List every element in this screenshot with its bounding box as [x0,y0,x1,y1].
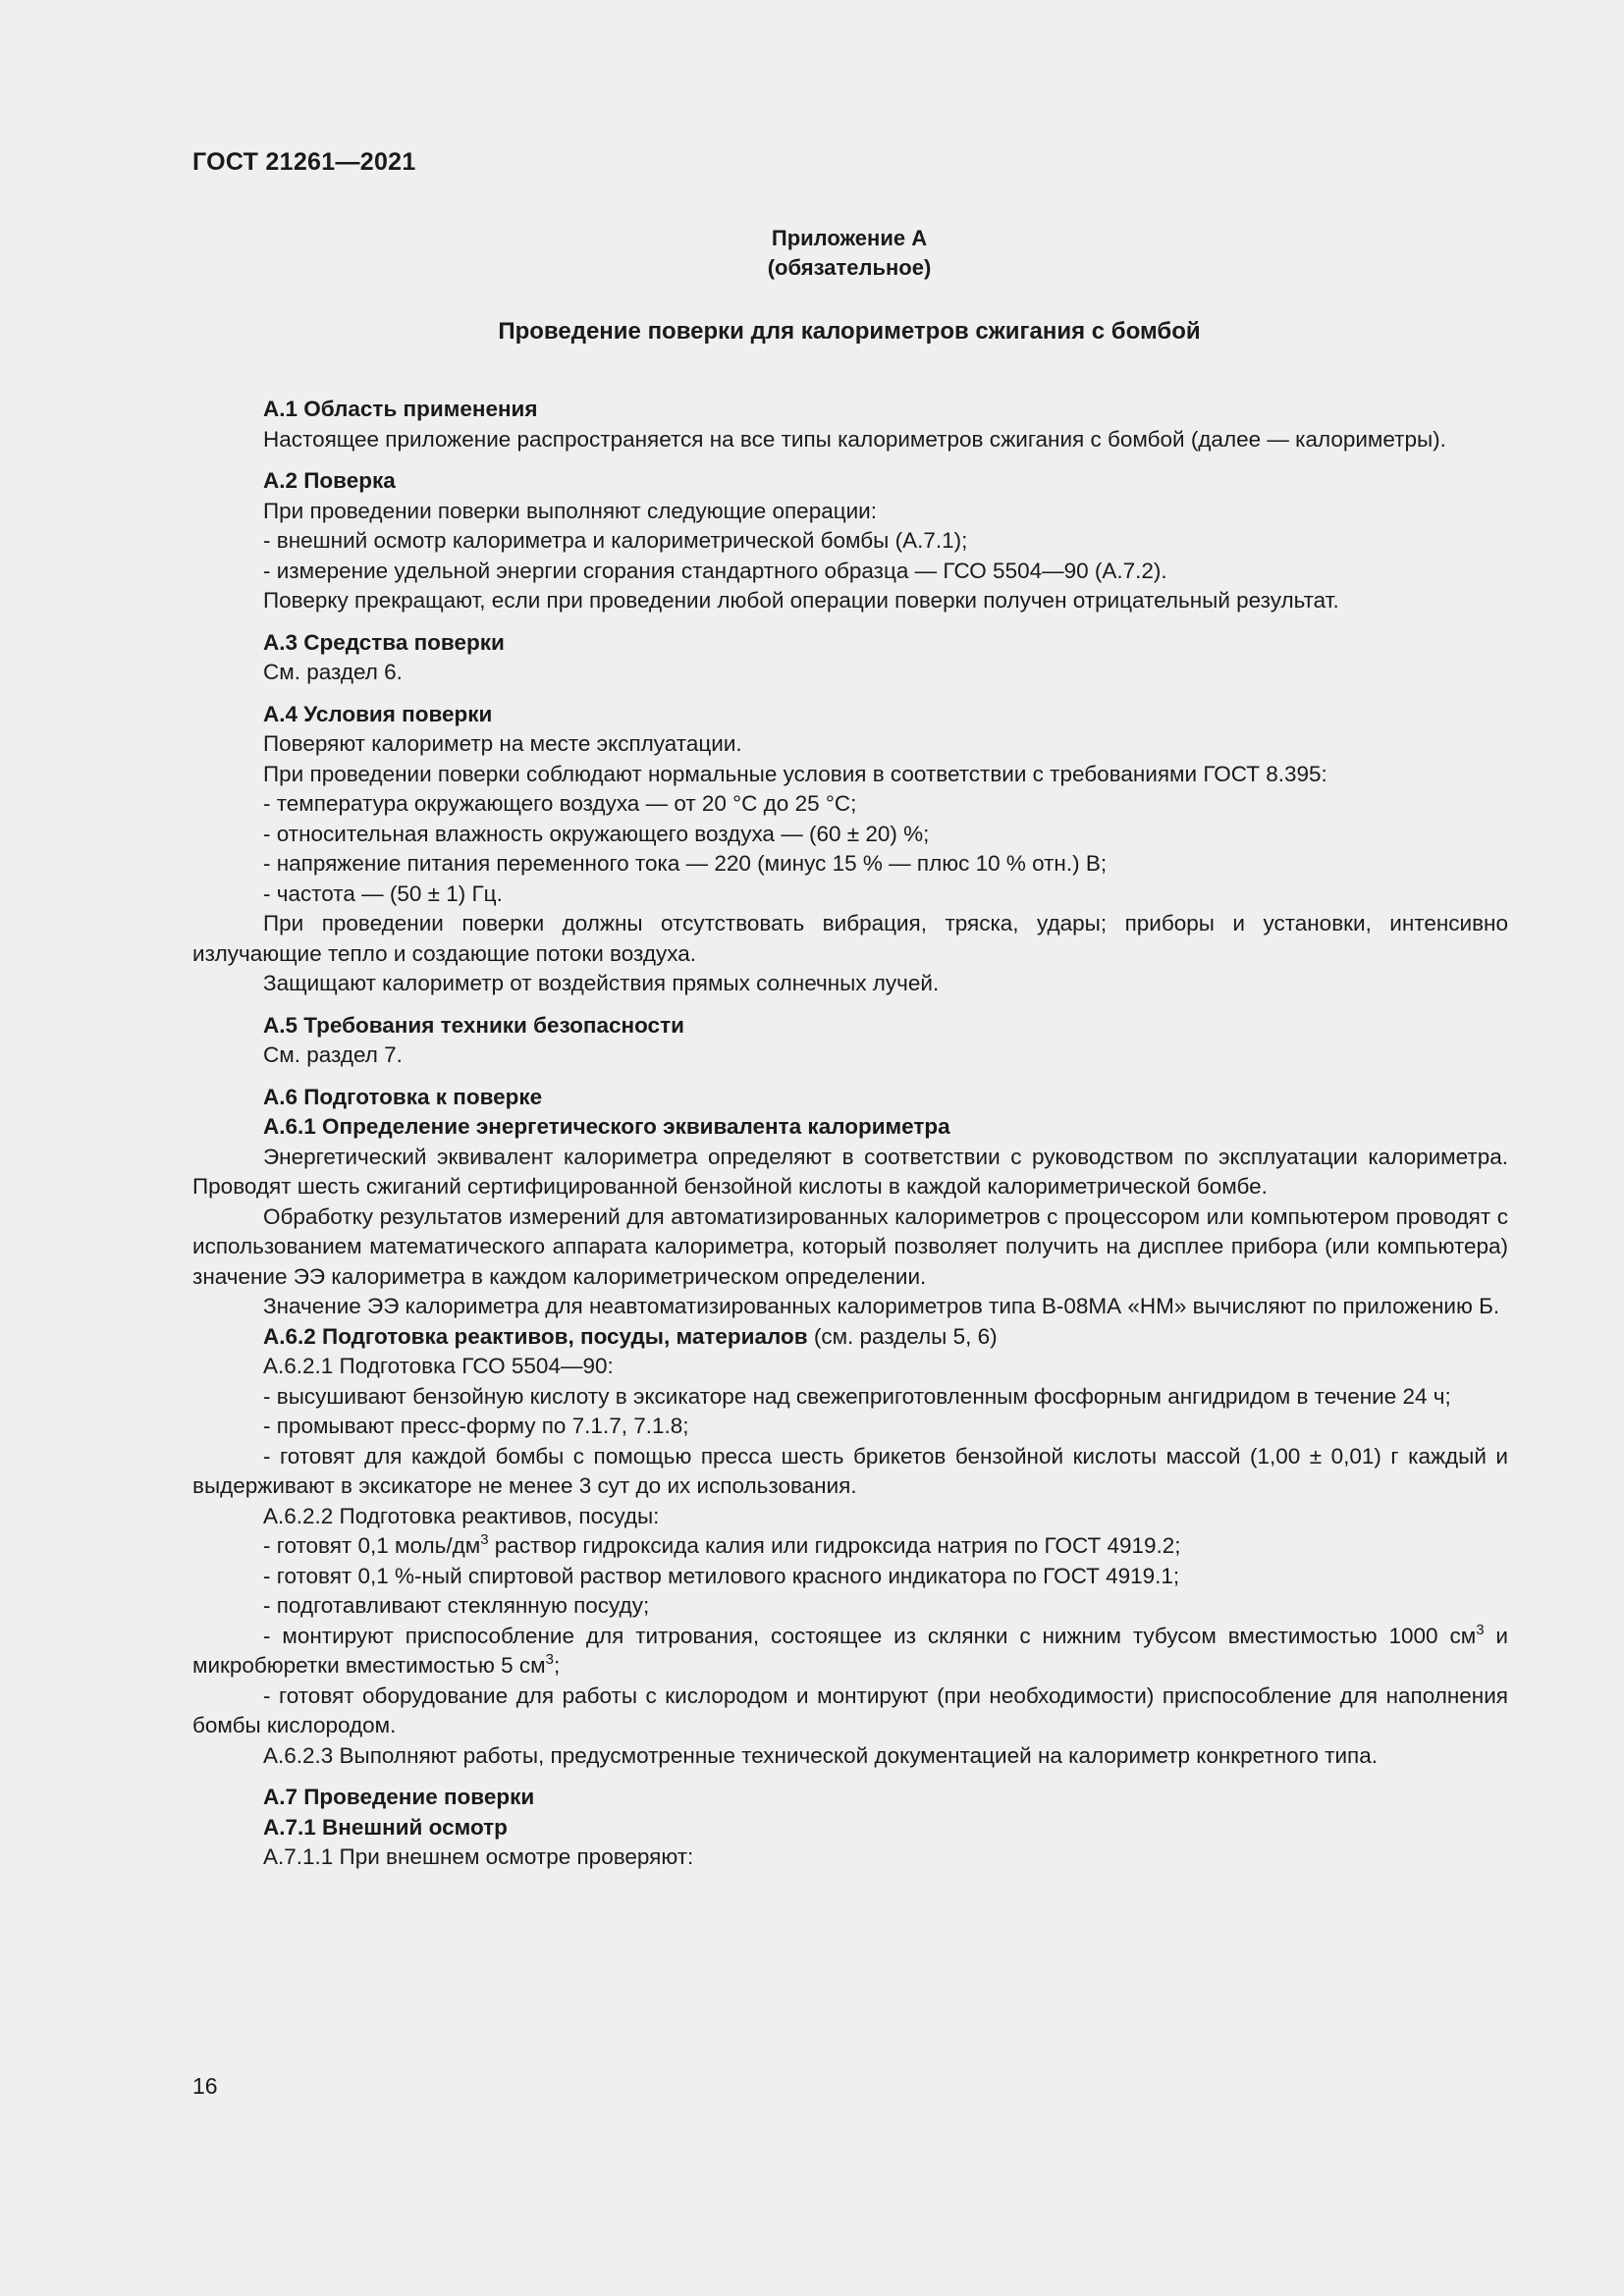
paragraph: А.6.2.3 Выполняют работы, предусмотренные технической документацией на калориметр конкретного типа. [263,1742,1378,1768]
list-item: - температура окружающего воздуха — от 20 °С до 25 °С; [263,791,857,816]
paragraph: А.7.1.1 При внешнем осмотре проверяют: [263,1844,694,1869]
paragraph: Обработку результатов измерений для автоматизированных калориметров с процессором или компьютером проводят с использованием математического аппарата калориметра, который позволяет получить на дисплее прибора (или компьютера) значение ЭЭ калориметра в каждом калориметрическом определении. [192,1203,1508,1289]
appendix-title: Приложение А [771,226,928,250]
section-heading-a5: А.5 Требования техники безопасности [263,1012,684,1038]
paragraph: Значение ЭЭ калориметра для неавтоматизированных калориметров типа В-08МА «НМ» вычисляют по приложению Б. [263,1294,1500,1318]
subsection-reference: (см. разделы 5, 6) [807,1323,998,1349]
text-run: - готовят 0,1 моль/дм [263,1533,481,1558]
paragraph: Поверку прекращают, если при проведении любой операции поверки получен отрицательный результат. [263,588,1339,613]
superscript: 3 [1476,1621,1485,1638]
document-body [192,395,1508,1873]
subsection-a6-2 [192,1322,1508,1353]
subsection-heading-a7-1: А.7.1 Внешний осмотр [263,1814,508,1840]
paragraph: Защищают калориметр от воздействия прямых солнечных лучей. [263,971,940,995]
section-heading-a3: А.3 Средства поверки [263,629,505,655]
page-number: 16 [192,2073,218,2099]
paragraph: Настоящее приложение распространяется на все типы калориметров сжигания с бомбой (далее — калориметры). [263,426,1446,452]
section-heading-a6: А.6 Подготовка к поверке [263,1084,543,1109]
list-item: - высушивают бензойную кислоту в эксикаторе над свежеприготовленным фосфорным ангидридом в течение 24 ч; [263,1383,1451,1409]
appendix-status: (обязательное) [767,255,932,280]
list-item: - готовят оборудование для работы с кислородом и монтируют (при необходимости) приспособление для наполнения бомбы кислородом. [192,1682,1508,1737]
list-item: - напряжение питания переменного тока — 220 (минус 15 % — плюс 10 % отн.) В; [263,851,1108,876]
section-heading-a2: А.2 Поверка [263,468,396,493]
paragraph: Энергетический эквивалент калориметра определяют в соответствии с руководством по эксплуатации калориметра. Проводят шесть сжиганий сертифицированной бензойной кислоты в каждой калориметрической бомбе. [192,1144,1508,1199]
paragraph: Поверяют калориметр на месте эксплуатации. [263,731,742,756]
section-heading-a1: А.1 Область применения [263,397,538,421]
section-heading-a7: А.7 Проведение поверки [263,1785,535,1809]
list-item: - измерение удельной энергии сгорания стандартного образца — ГСО 5504—90 (А.7.2). [263,558,1167,583]
paragraph: См. раздел 7. [263,1042,403,1067]
paragraph: А.6.2.1 Подготовка ГСО 5504—90: [263,1354,614,1378]
paragraph: При проведении поверки выполняют следующие операции: [263,498,877,523]
text-run: и микробюретки вместимостью 5 см [192,1623,1508,1678]
superscript: 3 [545,1651,554,1668]
list-item: - промывают пресс-форму по 7.1.7, 7.1.8; [263,1414,689,1438]
subsection-heading-a6-1: А.6.1 Определение энергетического эквивалента калориметра [263,1114,950,1139]
text-run: ; [553,1653,561,1678]
list-item: - готовят 0,1 %-ный спиртовой раствор метилового красного индикатора по ГОСТ 4919.1; [263,1563,1180,1588]
list-item: - относительная влажность окружающего воздуха — (60 ± 20) %; [263,821,930,846]
subsection-heading-a6-2: А.6.2 Подготовка реактивов, посуды, материалов [263,1323,808,1349]
list-item [192,1622,1508,1682]
list-item: - частота — (50 ± 1) Гц. [263,881,503,906]
text-run: - монтируют приспособление для титрования, состоящее из склянки с нижним тубусом вместимостью 1000 см [263,1623,1477,1648]
document-header: ГОСТ 21261—2021 [192,148,416,176]
paragraph: При проведении поверки должны отсутствовать вибрация, тряска, удары; приборы и установки, интенсивно излучающие тепло и создающие потоки воздуха. [192,911,1508,966]
section-heading-a4: А.4 Условия поверки [263,701,493,726]
appendix-heading: Проведение поверки для калориметров сжигания с бомбой [498,318,1201,345]
superscript: 3 [480,1531,489,1548]
list-item: - подготавливают стеклянную посуду; [263,1593,650,1618]
paragraph: А.6.2.2 Подготовка реактивов, посуды: [263,1503,660,1528]
paragraph: См. раздел 6. [263,660,403,684]
list-item [192,1531,1508,1562]
list-item: - готовят для каждой бомбы с помощью пресса шесть брикетов бензойной кислоты массой (1,00 ± 0,01) г каждый и выдерживают в эксикаторе не менее 3 сут до их использования. [192,1443,1508,1498]
list-item: - внешний осмотр калориметра и калориметрической бомбы (А.7.1); [263,528,968,553]
text-run: раствор гидроксида калия или гидроксида натрия по ГОСТ 4919.2; [488,1533,1181,1558]
paragraph: При проведении поверки соблюдают нормальные условия в соответствии с требованиями ГОСТ 8.395: [263,761,1327,786]
